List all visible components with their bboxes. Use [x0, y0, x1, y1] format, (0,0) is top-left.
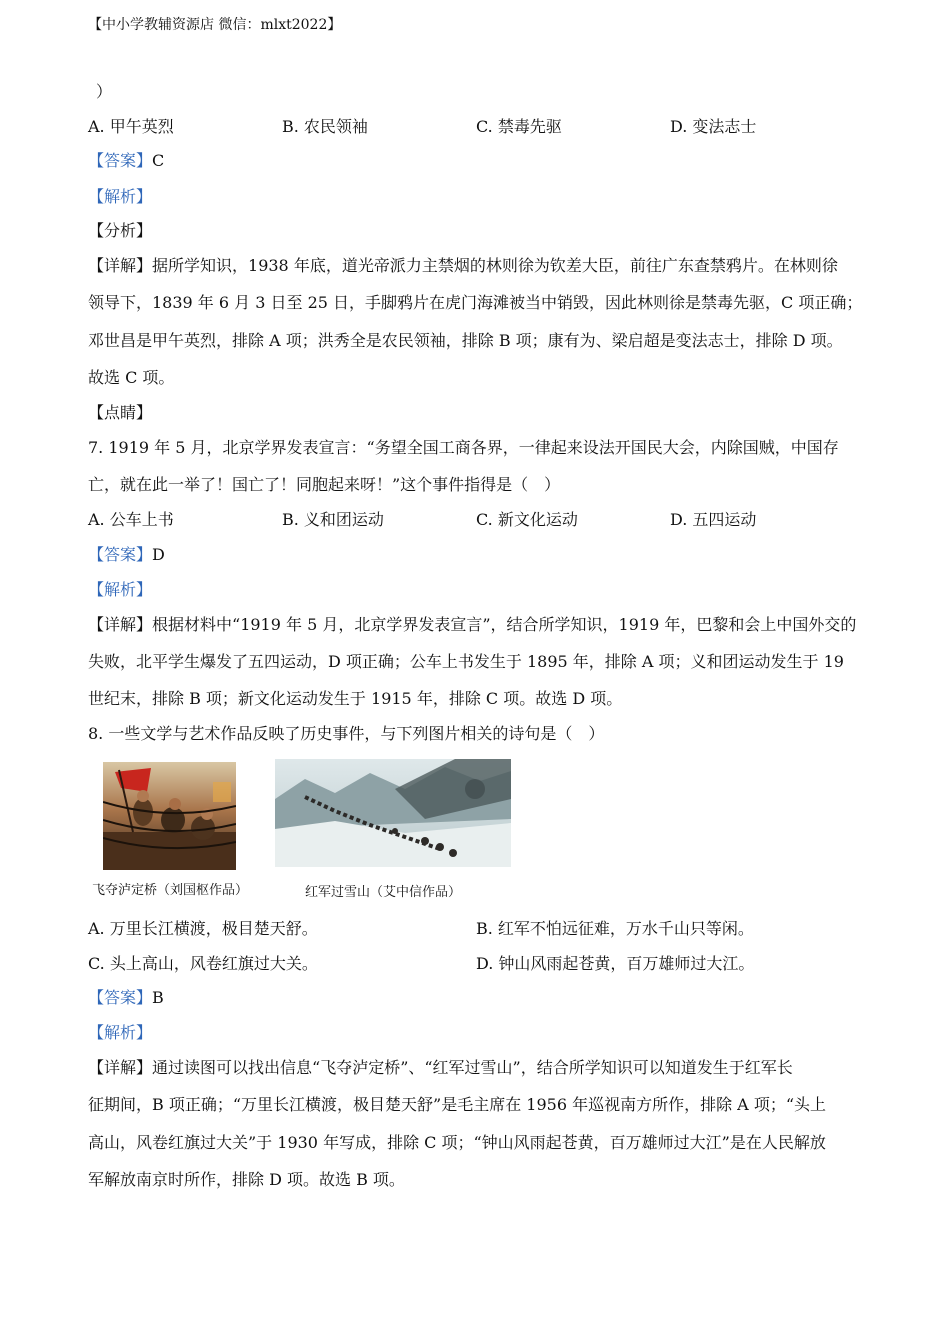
- q8-detail-line: [88, 1058, 793, 1078]
- snow-mountain-painting: [275, 759, 511, 867]
- q6-option-d: D. 变法志士: [670, 117, 757, 136]
- q8-stem: 8. 一些文学与艺术作品反映了历史事件，与下列图片相关的诗句是（ ）: [88, 724, 605, 743]
- answer-tag: 【答案】: [88, 545, 153, 564]
- q6-analysis-tag: 【解析】: [88, 187, 153, 206]
- caption-snow-mountain: 红军过雪山（艾中信作品）: [305, 885, 462, 900]
- q8-option-c: C. 头上高山，风卷红旗过大关。: [88, 954, 318, 973]
- q7-answer: [88, 545, 165, 565]
- q7-analysis-tag: 【解析】: [88, 580, 153, 599]
- q6-dianjing-tag: 【点睛】: [88, 403, 153, 422]
- detail-tag: 【详解】: [88, 256, 153, 275]
- detail-text: 通过读图可以找出信息“飞夺泸定桥”、“红军过雪山”，结合所学知识可以知道发生于红军长: [152, 1058, 793, 1077]
- answer-tag: 【答案】: [88, 151, 153, 170]
- q7-option-a: A. 公车上书: [88, 510, 174, 529]
- q8-detail-line: 高山，风卷红旗过大关”于 1930 年写成，排除 C 项；“钟山风雨起苍黄，百万雄师过大江”是在人民解放: [88, 1133, 826, 1152]
- q6-option-a: A. 甲午英烈: [88, 117, 174, 136]
- q7-detail-line: 失败，北平学生爆发了五四运动，D 项正确；公车上书发生于 1895 年，排除 A 项；义和团运动发生于 19: [88, 652, 844, 671]
- luding-bridge-painting: [103, 762, 236, 870]
- q7-option-b: B. 义和团运动: [282, 510, 384, 529]
- detail-text: 据所学知识，1938 年底，道光帝派力主禁烟的林则徐为钦差大臣，前往广东查禁鸦片。在林则徐: [152, 256, 838, 275]
- q7-stem-line: 7. 1919 年 5 月，北京学界发表宣言：“务望全国工商各界，一律起来设法开国民大会，内除国贼，中国存: [88, 438, 839, 457]
- q8-answer: [88, 988, 164, 1008]
- answer-value: D: [152, 545, 165, 564]
- q6-detail-line: [88, 256, 838, 276]
- q8-option-d: D. 钟山风雨起苍黄，百万雄师过大江。: [476, 954, 755, 973]
- q6-fenxi-tag: 【分析】: [88, 221, 153, 240]
- snow-mountain-painting-image: [275, 759, 511, 867]
- q6-answer: [88, 151, 164, 171]
- detail-tag: 【详解】: [88, 1058, 153, 1077]
- q8-option-a: A. 万里长江横渡，极目楚天舒。: [88, 919, 318, 938]
- q6-option-b: B. 农民领袖: [282, 117, 368, 136]
- detail-tag: 【详解】: [88, 615, 153, 634]
- q6-detail-line: 领导下，1839 年 6 月 3 日至 25 日，手脚鸦片在虎门海滩被当中销毁，因此林则徐是禁毒先驱，C 项正确；: [88, 293, 863, 312]
- q8-detail-line: 军解放南京时所作，排除 D 项。故选 B 项。: [88, 1170, 405, 1189]
- page-header: 【中小学教辅资源店 微信：mlxt2022】: [88, 17, 342, 33]
- q7-option-c: C. 新文化运动: [476, 510, 578, 529]
- q7-stem-line: 亡，就在此一举了！国亡了！同胞起来呀！”这个事件指得是（ ）: [88, 475, 561, 494]
- q6-detail-line: 邓世昌是甲午英烈，排除 A 项；洪秀全是农民领袖，排除 B 项；康有为、梁启超是变法志士，排除 D 项。: [88, 331, 843, 350]
- q6-detail-line: 故选 C 项。: [88, 368, 175, 387]
- answer-value: B: [152, 988, 164, 1007]
- q7-option-d: D. 五四运动: [670, 510, 757, 529]
- q8-option-b: B. 红军不怕远征难，万水千山只等闲。: [476, 919, 754, 938]
- luding-bridge-painting-image: [103, 762, 236, 870]
- q8-detail-line: 征期间，B 项正确；“万里长江横渡，极目楚天舒”是毛主席在 1956 年巡视南方所作，排除 A 项；“头上: [88, 1095, 827, 1114]
- q6-stem-tail: ）: [96, 82, 113, 101]
- q7-detail-line: [88, 615, 856, 635]
- caption-luding-bridge: 飞夺泸定桥（刘国枢作品）: [92, 883, 249, 898]
- answer-tag: 【答案】: [88, 988, 153, 1007]
- q6-option-c: C. 禁毒先驱: [476, 117, 562, 136]
- answer-value: C: [152, 151, 165, 170]
- q7-detail-line: 世纪末，排除 B 项；新文化运动发生于 1915 年，排除 C 项。故选 D 项。: [88, 689, 623, 708]
- detail-text: 根据材料中“1919 年 5 月，北京学界发表宣言”，结合所学知识，1919 年，巴黎和会上中国外交的: [152, 615, 857, 634]
- q8-analysis-tag: 【解析】: [88, 1023, 153, 1042]
